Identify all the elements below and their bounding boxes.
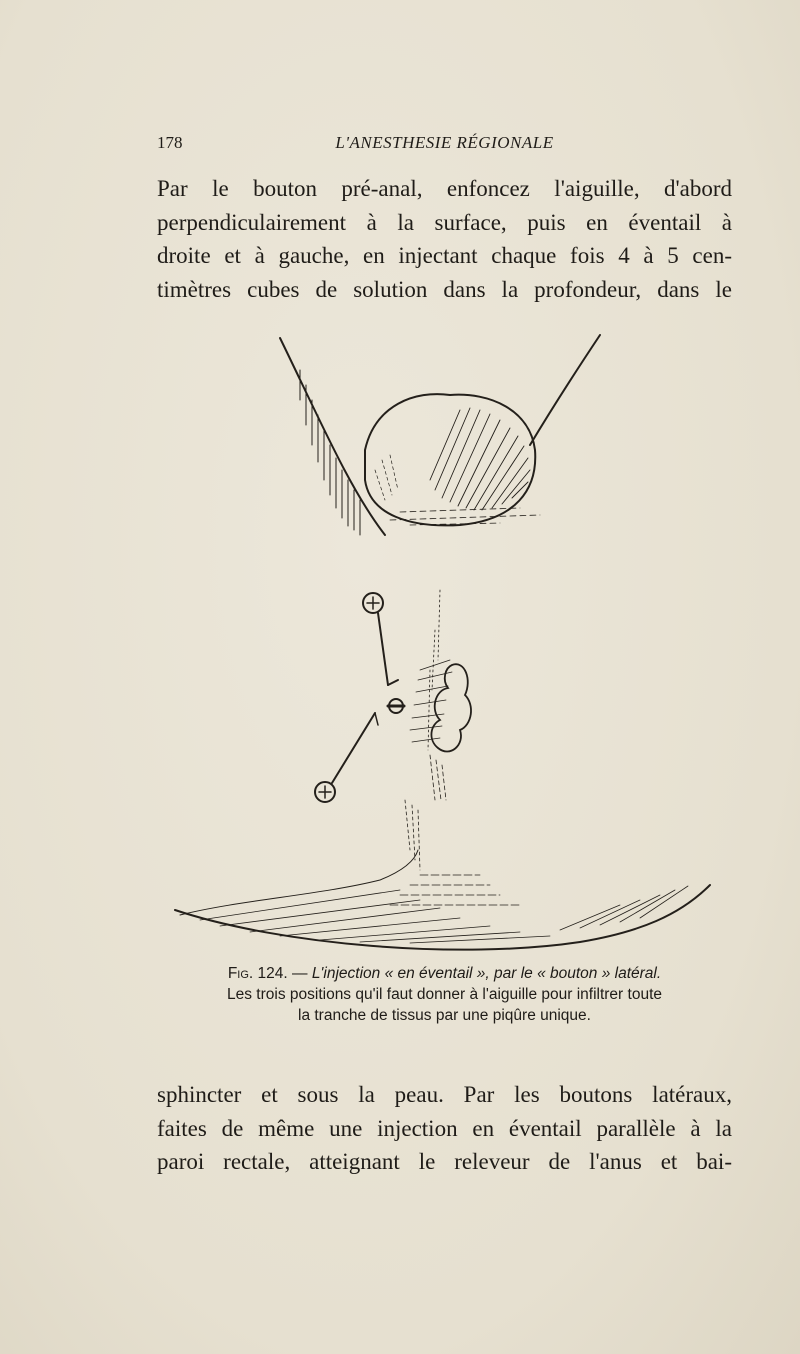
text-line: sphincter et sous la peau. Par les boutons latéraux, xyxy=(157,1082,732,1107)
figure-caption-title-line xyxy=(228,965,661,982)
figure-separator: — xyxy=(287,965,312,982)
figure-description-line: la tranche de tissus par une piqûre unique. xyxy=(298,1007,591,1024)
running-title: L'ANESTHESIE RÉGIONALE xyxy=(335,133,554,152)
upper-fold-drawing xyxy=(280,335,600,535)
figure-caption xyxy=(157,963,732,1026)
needle-drawing xyxy=(315,593,404,802)
text-line: droite et à gauche, en injectant chaque fois 4 à 5 cen- xyxy=(157,243,732,268)
figure-label: Fig. 124. xyxy=(227,965,288,982)
figure-title: L'injection « en éventail », par le « bouton » latéral. xyxy=(311,965,662,982)
running-head xyxy=(157,133,732,157)
text-line: faites de même une injection en éventail parallèle à la xyxy=(157,1115,732,1141)
figure-description-line: Les trois positions qu'il faut donner à l'aiguille pour infiltrer toute xyxy=(227,986,662,1003)
text-line: paroi rectale, atteignant le releveur de l'anus et bai- xyxy=(157,1149,732,1174)
text-line: Par le bouton pré-anal, enfoncez l'aiguille, d'abord xyxy=(157,176,732,201)
anatomical-illustration xyxy=(160,330,730,960)
page-number: 178 xyxy=(157,133,183,152)
text-line: perpendiculairement à la surface, puis en éventail à xyxy=(157,209,732,235)
lower-fold-drawing xyxy=(175,850,710,950)
paragraph-bottom xyxy=(157,1078,732,1179)
anal-region-drawing xyxy=(405,590,471,870)
text-line: timètres cubes de solution dans la profondeur, dans le xyxy=(157,276,732,302)
paragraph-top xyxy=(157,172,732,306)
